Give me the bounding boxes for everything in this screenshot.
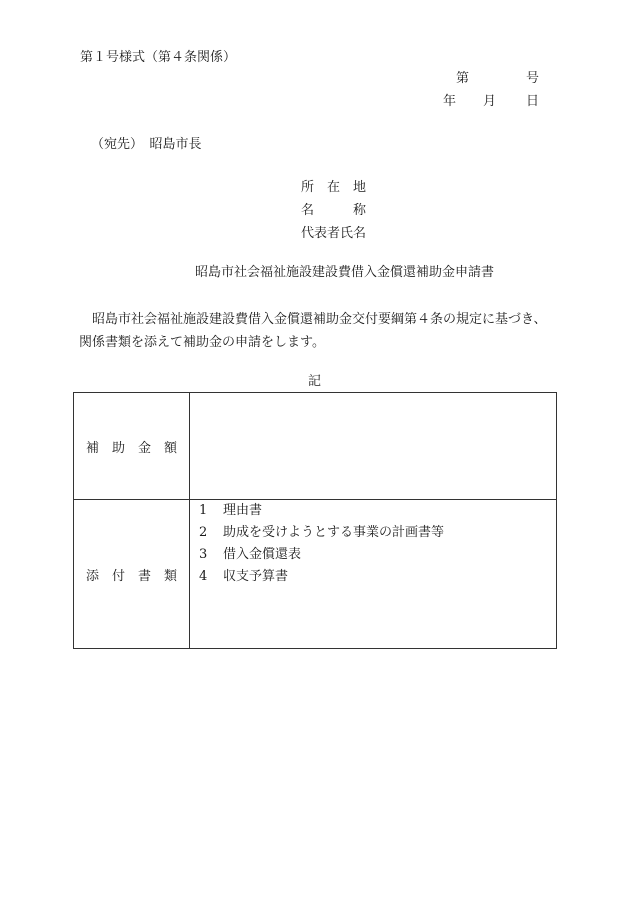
applicant-representative-label: 代表者氏名 bbox=[301, 226, 367, 241]
body-paragraph: 昭島市社会福祉施設建設費借入金償還補助金交付要綱第４条の規定に基づき、関係書類を添えて補助金の申請をします。 bbox=[79, 312, 547, 350]
list-item-text: 助成を受けようとする事業の計画書等 bbox=[223, 525, 445, 540]
table-row bbox=[74, 500, 557, 649]
list-item-number: 3 bbox=[199, 547, 208, 562]
form-number: 第１号様式（第４条関係） bbox=[80, 50, 237, 65]
attachments-cell bbox=[190, 500, 557, 649]
amount-label: 補 助 金 額 bbox=[74, 393, 190, 500]
list-item-text: 借入金償還表 bbox=[223, 547, 302, 562]
date-day: 日 bbox=[526, 94, 540, 109]
document-title: 昭島市社会福祉施設建設費借入金償還補助金申請書 bbox=[195, 265, 495, 280]
list-item-text: 収支予算書 bbox=[223, 569, 289, 584]
table-row bbox=[74, 393, 557, 500]
list-item-number: 2 bbox=[199, 525, 208, 540]
list-item bbox=[199, 522, 556, 544]
list-item bbox=[199, 500, 556, 522]
applicant-name-label: 名 称 bbox=[301, 203, 367, 218]
document-number-suffix: 号 bbox=[526, 71, 540, 86]
ki-heading: 記 bbox=[308, 374, 322, 389]
attachments-label: 添 付 書 類 bbox=[74, 500, 190, 649]
list-item-number: 1 bbox=[199, 503, 208, 518]
list-item-number: 4 bbox=[199, 569, 208, 584]
document-number-prefix: 第 bbox=[456, 71, 470, 86]
application-table bbox=[73, 392, 557, 649]
list-item bbox=[199, 544, 556, 566]
list-item bbox=[199, 566, 556, 588]
date-year: 年 bbox=[443, 94, 457, 109]
applicant-address-label: 所 在 地 bbox=[301, 180, 367, 195]
addressee: （宛先） 昭島市長 bbox=[91, 137, 202, 152]
list-item-text: 理由書 bbox=[223, 503, 263, 518]
attachments-list bbox=[190, 500, 556, 588]
date-month: 月 bbox=[483, 94, 497, 109]
amount-value-field[interactable] bbox=[190, 393, 557, 500]
